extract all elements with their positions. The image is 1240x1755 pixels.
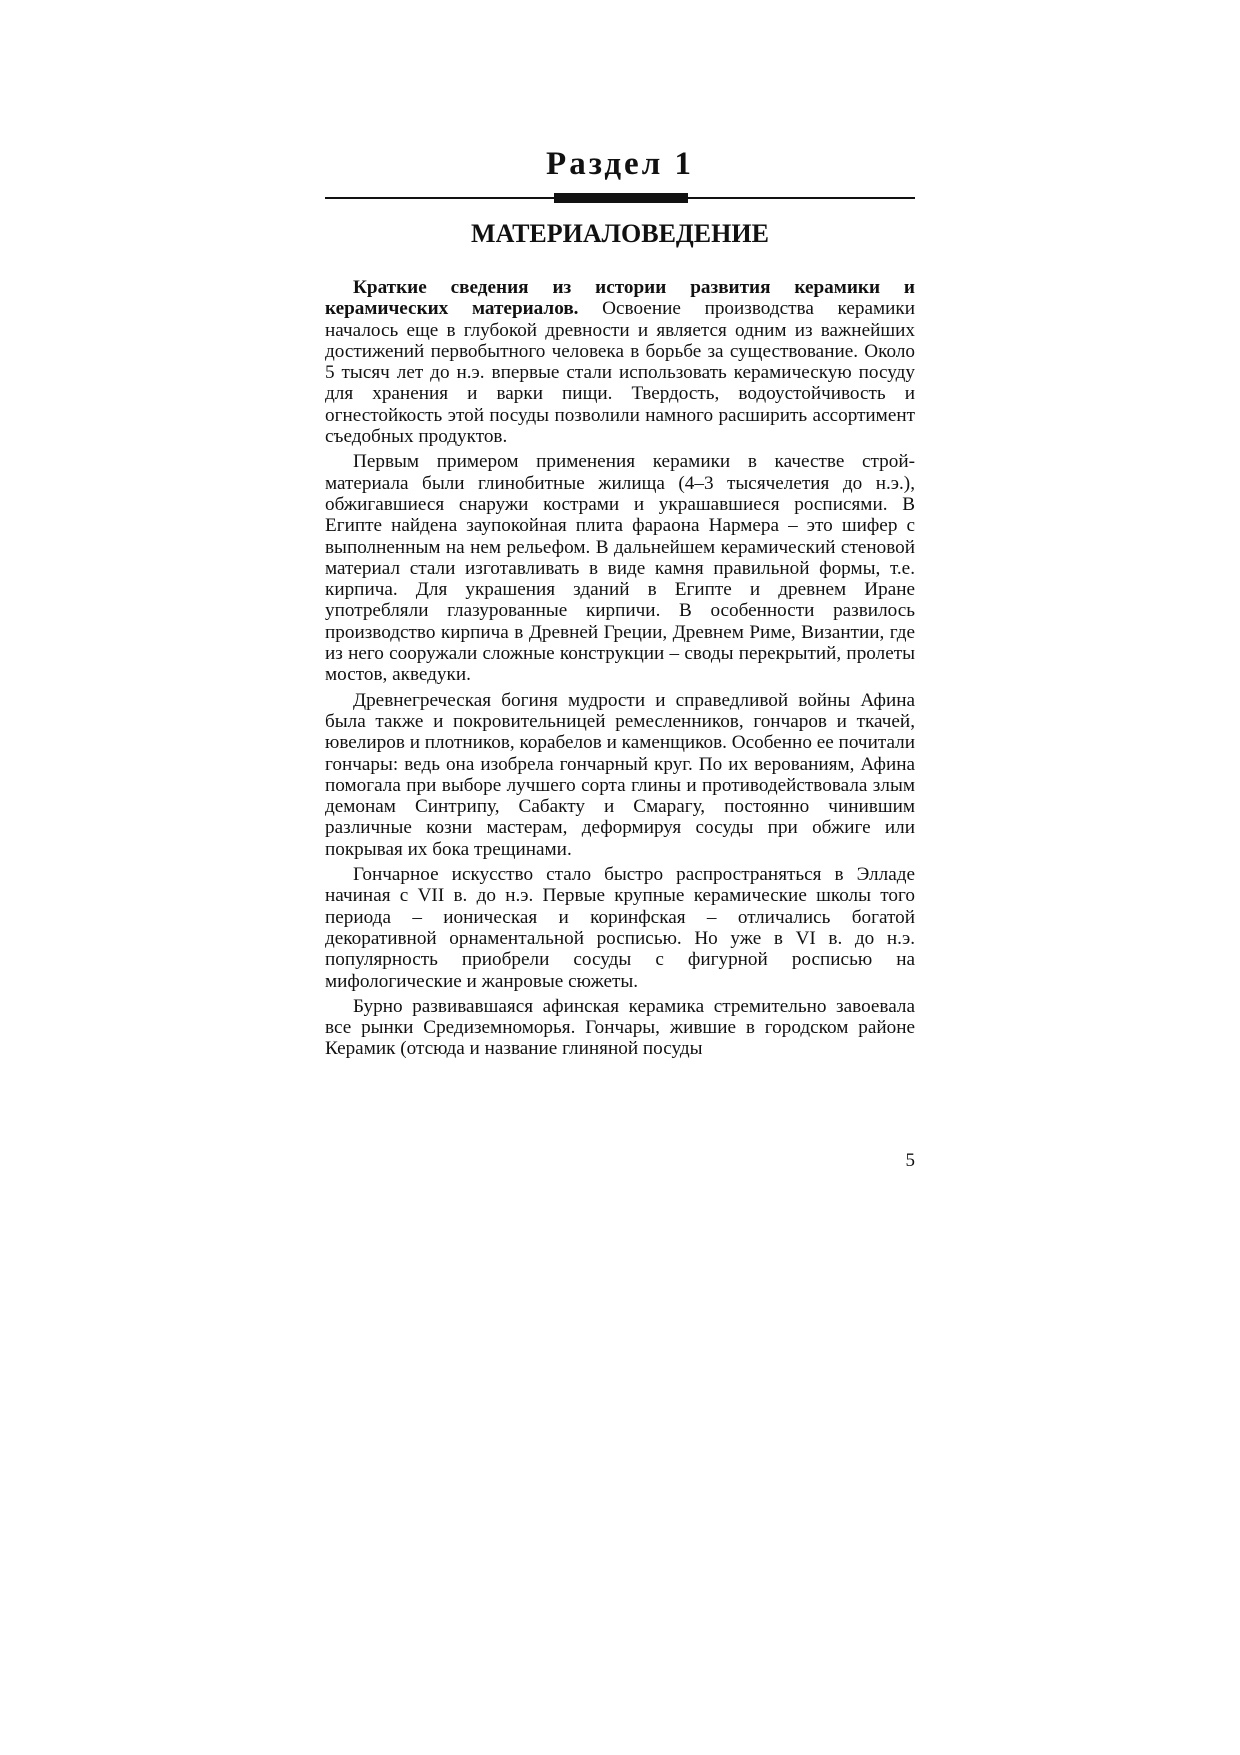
paragraph-3: Древнегреческая богиня мудрости и справедливой войны Афина была также и покровительницей ремесленников, гончаров и ткачей, ювелиров и плотников, корабелов и каменщиков. Особенно ее почитали гончары: ведь она изобрела гончарный круг. По их верованиям, Афина помогала при выборе лучшего сорта глины и противодействовала злым демонам Синтрипу, Сабакту и Смарагу, постоянно чинившим различные козни мастерам, деформируя сосуды при обжиге или покрывая их бока трещинами. <box>325 689 915 860</box>
chapter-title: МАТЕРИАЛОВЕДЕНИЕ <box>471 219 769 248</box>
body-text <box>325 277 915 1064</box>
paragraph-2: Первым примером применения керамики в качестве строй-материала были глинобитные жилища (4–3 тысячелетия до н.э.), обжигавшиеся снаружи кострами и украшавшиеся росписями. В Египте найдена заупокойная плита фараона Нармера – это шифер с выполненным на нем рельефом. В дальнейшем керамический стеновой материал стали изготавливать в виде камня правильной формы, т.е. кирпича. Для украшения зданий в Египте и древнем Иране употребляли глазурованные кирпичи. В особенности развилось производство кирпича в Древней Греции, Древнем Риме, Византии, где из него сооружали сложные конструкции – своды перекрытий, пролеты мостов, акведуки. <box>325 451 915 686</box>
paragraph-5: Бурно развивавшаяся афинская керамика стремительно завоевала все рынки Средиземноморья. Гончары, жившие в городском районе Керамик (отсюда и название глиняной посуды <box>325 995 915 1060</box>
page-number: 5 <box>905 1150 915 1171</box>
paragraph-1-lead: Краткие сведения из истории развития керамики и керамических материалов. <box>325 277 915 320</box>
paragraph-1-text: Освоение производства керамики началось еще в глубокой древности и является одним из важнейших достижений первобытного человека в борьбе за существование. Около 5 тысяч лет до н.э. впервые стали использовать керамическую посуду для хранения и варки пищи. Твердость, водоустойчивость и огнестойкость этой посуды позволили намного расширить ассортимент съедобных продуктов. <box>325 298 915 448</box>
section-divider-accent <box>554 193 688 203</box>
section-label: Раздел 1 <box>546 146 694 182</box>
paragraph-4: Гончарное искусство стало быстро распространяться в Элладе начиная с VII в. до н.э. Первые крупные керамические школы того периода – ионическая и коринфская – отличались богатой декоративной орнаментальной росписью. Но уже в VI в. до н.э. популярность приобрели сосуды с фигурной росписью на мифологические и жанровые сюжеты. <box>325 864 915 992</box>
paragraph-1 <box>325 277 915 447</box>
